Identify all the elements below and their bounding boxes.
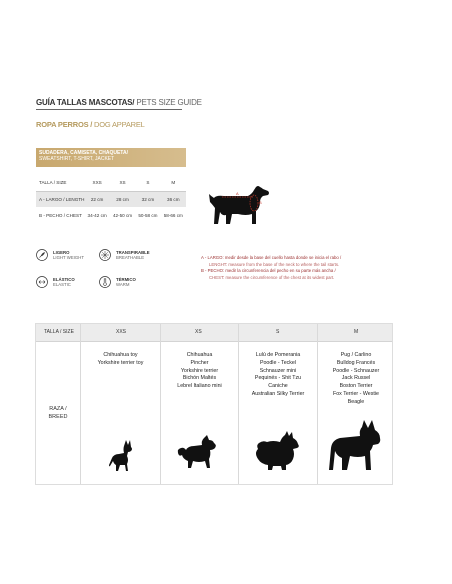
section-subtitle <box>36 120 145 129</box>
column-divider <box>160 324 161 484</box>
feature-sub: WARM <box>116 282 130 287</box>
breed-list-xxs <box>81 352 160 368</box>
table-cell: 36 cm <box>161 191 186 207</box>
measure-label-b: B <box>259 200 262 205</box>
feature-elastic <box>36 276 75 288</box>
title-light: PETS SIZE GUIDE <box>134 98 202 107</box>
header-size-label: TALLA / SIZE <box>44 329 74 335</box>
table-cell: A - LARGO / LENGTH <box>36 191 84 207</box>
feather-icon <box>36 249 48 261</box>
chihuahua-silhouette-icon <box>106 438 136 472</box>
header-m: M <box>354 329 359 335</box>
breathable-icon <box>99 249 111 261</box>
list-item: Fox Terrier - Westie <box>332 390 379 397</box>
feature-light <box>36 249 84 261</box>
size-table-header <box>36 175 186 191</box>
list-item: Beagle <box>347 398 365 405</box>
table-cell: 22 cm <box>84 191 109 207</box>
list-item: Caniche <box>268 383 288 390</box>
banner-line-2: SWEATSHIRT, T-SHIRT, JACKET <box>39 156 115 162</box>
measurement-dog-illustration <box>208 184 272 228</box>
list-item: Boston Terrier <box>339 383 373 390</box>
title-underline <box>36 109 182 110</box>
list-item: Poodle - Schnauzer <box>332 367 380 374</box>
list-item: Bichón Maltés <box>182 375 217 382</box>
list-item: Lebrel Italiano mini <box>177 383 222 390</box>
list-item: Jack Russel <box>341 375 371 382</box>
french-bulldog-silhouette-icon <box>328 418 384 472</box>
breed-list-m <box>318 352 394 407</box>
small-fluffy-dog-silhouette-icon <box>177 431 221 471</box>
list-item: Lulú de Pomerania <box>255 352 301 358</box>
list-item: Schnauzer mini <box>259 367 297 374</box>
feature-name: TÉRMICO <box>116 277 136 282</box>
elastic-icon <box>36 276 48 288</box>
breeds-table <box>35 323 393 485</box>
table-cell: 32 cm <box>135 191 160 207</box>
table-cell: 42-50 cm <box>112 212 133 218</box>
feature-breathable <box>99 249 150 261</box>
list-item: Pincher <box>190 359 209 366</box>
list-item: Australian Silky Terrier <box>251 390 305 397</box>
table-cell: S <box>135 175 160 191</box>
list-item: Bulldog Francés <box>336 359 376 366</box>
feature-sub: BREATHABLE <box>116 255 145 260</box>
thermal-icon <box>99 276 111 288</box>
table-cell: XXS <box>84 175 109 191</box>
table-cell: 28 cm <box>110 191 135 207</box>
breed-label-line-2: BREED <box>48 414 68 420</box>
list-item: Poodle - Teckel <box>259 359 297 366</box>
subtitle-bold: ROPA PERROS / <box>36 120 93 129</box>
feature-thermal <box>99 276 136 288</box>
title-bold: GUÍA TALLAS MASCOTAS/ <box>36 98 135 107</box>
header-xs: XS <box>195 329 202 335</box>
subtitle-light: DOG APPAREL <box>92 120 145 129</box>
table-cell: 50-58 cm <box>138 212 158 218</box>
note-a-line-2: LENGHT: measure from the base of the neck to where the tail starts. <box>209 261 340 267</box>
table-cell: M <box>161 175 186 191</box>
feature-sub: LIGHT WEIGHT <box>53 255 84 260</box>
measure-label-a: A <box>236 191 239 196</box>
table-cell: 58-66 cm <box>163 212 183 218</box>
breed-list-s <box>239 352 317 399</box>
size-table <box>36 175 186 223</box>
table-cell: 34-42 cm <box>87 212 107 218</box>
breeds-table-header <box>36 324 392 342</box>
pomeranian-silhouette-icon <box>253 428 303 472</box>
feature-name: TRANSPIRABLE <box>116 250 150 255</box>
breed-row-label <box>36 405 80 421</box>
note-a-line-1: A - LARGO: medir desde la base del cuello hasta donde se inicia el rabo / <box>201 255 342 260</box>
list-item: Chihuahua toy <box>103 352 138 358</box>
note-b-line-1: B - PECHO: medir la circunferencia del pecho en su parte más ancha / <box>201 268 336 273</box>
table-cell: TALLA / SIZE <box>36 175 84 191</box>
column-divider <box>238 324 239 484</box>
header-xxs: XXS <box>116 329 127 335</box>
feature-sub: ELASTIC <box>53 282 71 287</box>
column-divider <box>80 324 81 484</box>
list-item: Yorkshire terrier <box>180 367 219 374</box>
table-row <box>36 191 186 207</box>
breed-list-xs <box>161 352 238 391</box>
feature-name: LIGERO <box>53 250 70 255</box>
list-item: Yorkshire terrier toy <box>97 359 144 366</box>
header-s: S <box>276 329 280 335</box>
page-title <box>36 98 202 107</box>
table-cell: XS <box>110 175 135 191</box>
feature-name: ELÁSTICO <box>53 277 75 282</box>
garment-banner <box>36 148 186 167</box>
table-row <box>36 207 186 223</box>
list-item: Chihuahua <box>186 352 213 358</box>
list-item: Pug / Carlino <box>340 352 372 358</box>
breed-label-line-1: RAZA / <box>49 406 67 412</box>
table-cell: B - PECHO / CHEST <box>39 212 82 218</box>
banner-line-1: SUDADERA, CAMISETA, CHAQUETA/ <box>39 150 128 156</box>
list-item: Pequinés - Shit Tzu <box>254 375 302 382</box>
note-b-line-2: CHEST: measure the circumference of the chest at its widest part. <box>209 274 335 280</box>
measurement-notes <box>201 255 341 281</box>
